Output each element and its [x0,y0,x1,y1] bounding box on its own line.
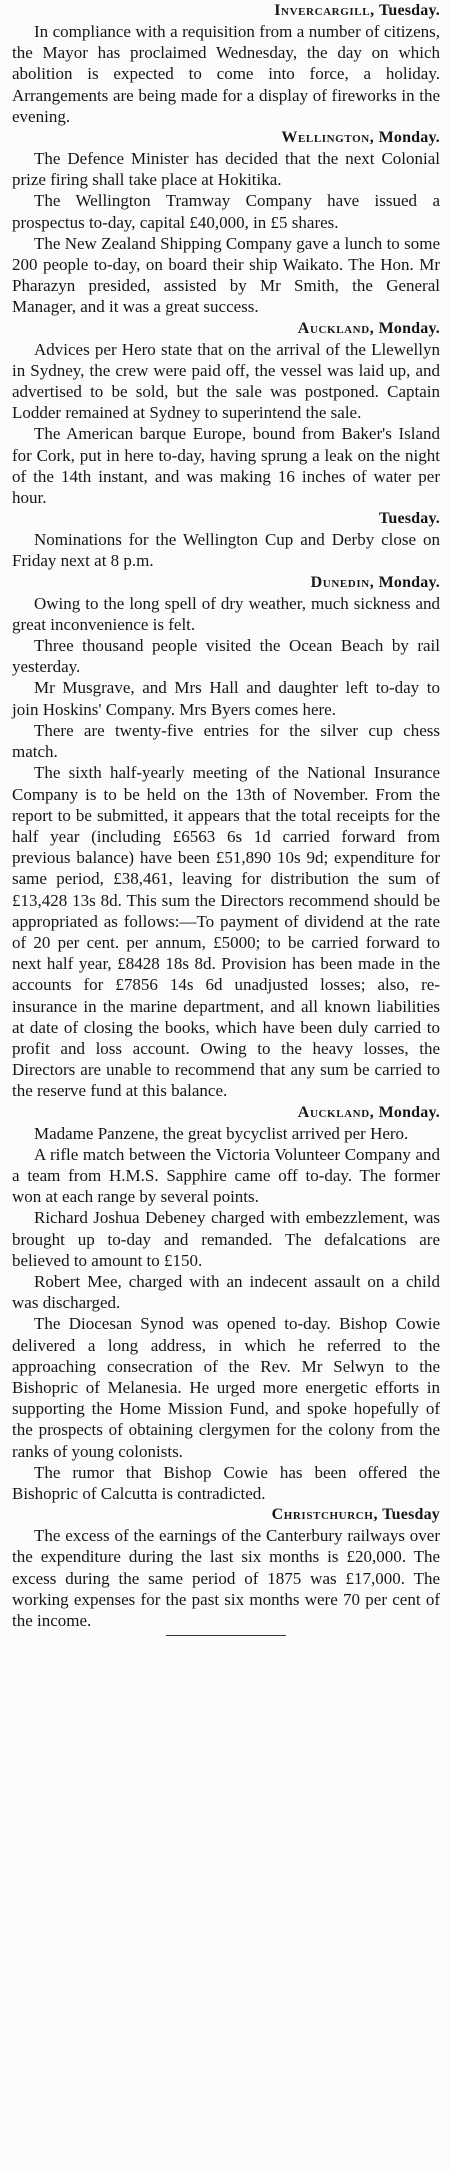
news-paragraph: Nominations for the Wellington Cup and Derby close on Friday next at 8 p.m. [12,530,440,571]
news-paragraph: The Diocesan Synod was opened to-day. Bishop Cowie delivered a long address, in which he referred to the approaching consecration of the Rev. Mr Selwyn to the Bishopric of Melanesia. He urged more energetic efforts in supporting the Home Mission Fund, and spoke hopefully of the prospects of obtaining clergymen for the colony from the ranks of young colonists. [12,1314,440,1461]
dateline-place: Invercargill, [274,2,375,19]
telegram-section [12,572,440,1102]
dateline-day: Tuesday [382,1506,440,1524]
dateline-day: Monday. [378,319,440,337]
news-paragraph: The New Zealand Shipping Company gave a lunch to some 200 people to-day, on board their ship Waikato. The Hon. Mr Pharazyn presided, assisted by Mr Smith, the General Manager, and it was a great success. [12,233,440,317]
news-paragraph: Owing to the long spell of dry weather, much sickness and great inconvenience is felt. [12,593,440,634]
end-rule [166,1635,286,1636]
dateline-place: Christchurch, [271,1506,379,1524]
news-paragraph: Advices per Hero state that on the arrival of the Llewellyn in Sydney, the crew were paid off, the vessel was laid up, and advertised to be sold, but the sale was postponed. Captain Lodder remained at Sydney to superintend the sale. [12,339,440,423]
telegram-section [12,318,440,509]
news-paragraph: Three thousand people visited the Ocean Beach by rail yesterday. [12,636,440,677]
dateline-day: Tuesday. [378,510,440,528]
telegram-section [12,0,440,127]
dateline [12,1504,440,1525]
news-paragraph: The Defence Minister has decided that the next Colonial prize firing shall take place at Hokitika. [12,149,440,190]
dateline-day: Monday. [378,1103,440,1121]
dateline [12,127,440,148]
dateline-place: Auckland, [297,1103,375,1121]
dateline [12,508,440,529]
telegram-section [12,1504,440,1631]
news-paragraph: The rumor that Bishop Cowie has been offered the Bishopric of Calcutta is contradicted. [12,1462,440,1503]
dateline-place: Dunedin, [310,573,375,591]
news-paragraph: There are twenty-five entries for the silver cup chess match. [12,720,440,762]
news-paragraph: A rifle match between the Victoria Volunteer Company and a team from H.M.S. Sapphire came off to-day. The former won at each range by several points. [12,1144,440,1207]
news-paragraph: Richard Joshua Debeney charged with embezzlement, was brought up to-day and remanded. The defalcations are believed to amount to £150. [12,1208,440,1270]
dateline [12,1102,440,1123]
news-paragraph: The sixth half-yearly meeting of the National Insurance Company is to be held on the 13th of November. From the report to be submitted, it appears that the total receipts for the half year (including £6563 6s 1d carried forward from previous balance) have been £51,890 10s 9d; expenditure for same period, £38,461, leaving for distribution the sum of £13,428 13s 8d. This sum the Directors recommend should be appropriated as follows:—To payment of dividend at the rate of 20 per cent. per annum, £5000; to be carried forward to next half year, £8428 18s 8d. Provision has been made in the accounts for £7856 14s 6d unadjusted losses; also, re-insurance in the marine department, and all known liabilities at date of closing the books, which have been duly carried to profit and loss account. Owing to the heavy losses, the Directors are unable to recommend that any sum be carried to the reserve fund at this balance. [12,763,440,1101]
dateline [12,0,440,21]
news-paragraph: The Wellington Tramway Company have issued a prospectus to-day, capital £40,000, in £5 shares. [12,191,440,232]
news-column [12,0,440,1636]
news-paragraph: In compliance with a requisition from a number of citizens, the Mayor has proclaimed Wednesday, the day on which abolition is expected to come into force, a holiday. Arrangements are being made for a display of fireworks in the evening. [12,22,440,126]
news-paragraph: Madame Panzene, the great bycyclist arrived per Hero. [34,1123,409,1143]
news-paragraph: The American barque Europe, bound from Baker's Island for Cork, put in here to-day, having sprung a leak on the night of the 14th instant, and was making 16 inches of water per hour. [12,424,440,508]
dateline [12,318,440,339]
dateline [12,572,440,593]
telegram-section [12,127,440,318]
dateline-place: Wellington, [281,129,375,147]
dateline-place: Auckland, [297,319,375,337]
telegram-section [12,1102,440,1505]
news-paragraph: The excess of the earnings of the Canterbury railways over the expenditure during the last six months is £20,000. The excess during the same period of 1875 was £17,000. The working expenses for the past six months were 70 per cent of the income. [12,1526,440,1631]
news-paragraph: Robert Mee, charged with an indecent assault on a child was discharged. [12,1271,440,1313]
dateline-day: Monday. [378,573,440,591]
news-paragraph: Mr Musgrave, and Mrs Hall and daughter left to-day to join Hoskins' Company. Mrs Byers comes here. [12,678,440,719]
dateline-day: Monday. [378,129,440,147]
telegram-section [12,508,440,571]
dateline-day: Tuesday. [378,2,440,19]
